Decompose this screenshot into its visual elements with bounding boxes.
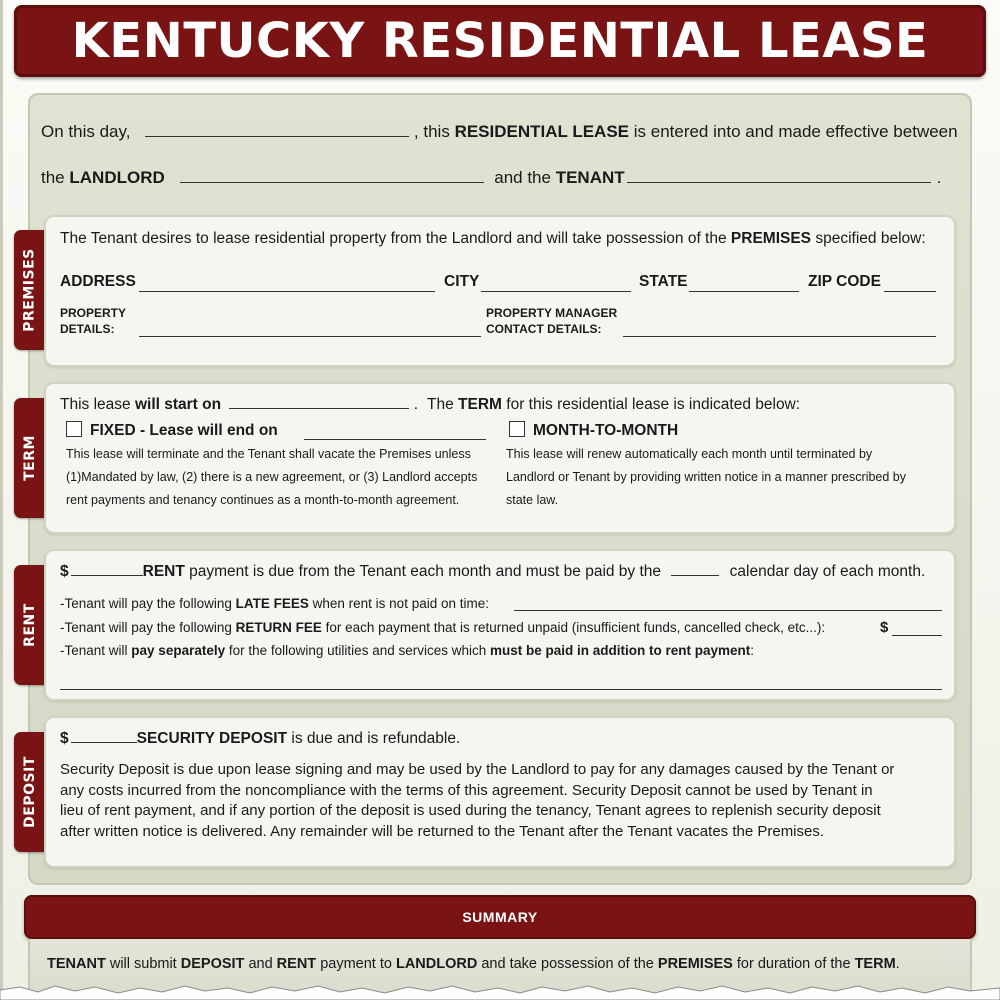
- return-fee-dollar-sign: $: [880, 619, 889, 636]
- document-title: KENTUCKY RESIDENTIAL LEASE: [71, 13, 929, 69]
- start-date-field[interactable]: [229, 408, 409, 409]
- tenant-label: TENANT: [555, 168, 625, 187]
- intro-text: is entered into and made effective between: [633, 122, 958, 141]
- colon: :: [750, 643, 755, 658]
- summary-header-label: SUMMARY: [462, 909, 538, 925]
- deposit-tab-label: DEPOSIT: [22, 756, 39, 828]
- summary-statement: [47, 956, 900, 972]
- city-label: CITY: [444, 273, 480, 290]
- city-field[interactable]: [481, 291, 631, 292]
- rent-amount-line: [60, 563, 925, 581]
- intro-text: and the: [494, 168, 551, 187]
- term-text: This lease: [60, 396, 131, 413]
- deposit-text: is due and is refundable.: [291, 730, 461, 747]
- rent-due-day-field[interactable]: [671, 575, 719, 576]
- late-fees-line: [60, 596, 489, 611]
- rent-text: -Tenant will: [60, 643, 128, 658]
- intro-text: On this day,: [41, 122, 131, 141]
- property-details-field[interactable]: [139, 336, 481, 337]
- rent-label: RENT: [142, 563, 185, 580]
- rent-text: -Tenant will pay the following: [60, 596, 232, 611]
- summary-bold: TENANT: [47, 956, 106, 972]
- premises-description: [60, 230, 926, 248]
- summary-bold: RENT: [276, 956, 317, 972]
- intro-line-2: [41, 168, 941, 188]
- deposit-terms-line: lieu of rent payment, and if any portion of the deposit is used during the tenancy, Tenant agrees to replenish security deposit: [60, 802, 881, 819]
- intro-text: , this: [413, 122, 450, 141]
- premises-label: PREMISES: [730, 230, 812, 247]
- premises-tab: [14, 230, 46, 350]
- summary-bold: LANDLORD: [395, 956, 478, 972]
- fixed-desc-line: This lease will terminate and the Tenant shall vacate the Premises unless: [66, 447, 471, 461]
- dollar-sign: $: [60, 563, 69, 580]
- rent-text: when rent is not paid on time:: [312, 596, 489, 611]
- date-field[interactable]: [145, 136, 409, 137]
- month-to-month-description: [506, 443, 906, 512]
- will-start-on-label: will start on: [134, 396, 222, 413]
- summary-text: payment to: [320, 956, 392, 972]
- period: .: [895, 956, 900, 972]
- rent-text: for each payment that is returned unpaid (insufficient funds, cancelled check, etc...):: [325, 620, 826, 635]
- property-details-label-line: DETAILS:: [60, 322, 115, 336]
- intro-line-1: [41, 122, 958, 142]
- premises-tab-label: PREMISES: [22, 248, 39, 332]
- return-fee-line: [60, 620, 825, 635]
- month-to-month-checkbox[interactable]: [509, 421, 525, 437]
- property-manager-label: [486, 305, 617, 337]
- month-to-month-label: MONTH-TO-MONTH: [533, 422, 679, 439]
- security-deposit-label: SECURITY DEPOSIT: [136, 730, 288, 747]
- summary-text: and take possession of the: [481, 956, 654, 972]
- period: .: [936, 168, 942, 187]
- start-date-line: [60, 396, 418, 414]
- term-section: [44, 382, 956, 534]
- deposit-terms-line: Security Deposit is due upon lease signing and may be used by the Landlord to pay for any damages caused by the Tenant or: [60, 761, 895, 778]
- mtm-desc-line: state law.: [506, 493, 559, 507]
- deposit-terms-paragraph: [60, 760, 894, 842]
- deposit-terms-line: after written notice is delivered. Any remainder will be returned to the Tenant after the Tenant vacates the Premises.: [60, 822, 825, 840]
- property-manager-label-line: PROPERTY MANAGER: [486, 306, 618, 320]
- security-deposit-field[interactable]: [71, 742, 137, 743]
- zip-code-field[interactable]: [884, 291, 936, 292]
- fixed-desc-line: rent payments and tenancy continues as a month-to-month agreement.: [66, 493, 460, 507]
- return-fee-field[interactable]: [892, 635, 942, 636]
- pay-separately-label: pay separately: [131, 643, 226, 658]
- state-label: STATE: [639, 273, 688, 290]
- property-manager-field[interactable]: [623, 336, 936, 337]
- rent-text: for the following utilities and services which: [228, 643, 487, 658]
- property-details-label: [60, 305, 126, 337]
- utilities-line: [60, 643, 754, 658]
- premises-section: [44, 215, 956, 367]
- term-tab: [14, 398, 46, 518]
- return-fee-label: RETURN FEE: [235, 620, 322, 635]
- rent-tab-label: RENT: [22, 603, 38, 647]
- rent-tab: [14, 565, 46, 685]
- property-details-label-line: PROPERTY: [60, 306, 127, 320]
- term-label: TERM: [458, 396, 502, 413]
- property-manager-label-line: CONTACT DETAILS:: [486, 322, 602, 336]
- late-fees-field[interactable]: [514, 610, 942, 611]
- landlord-label: LANDLORD: [69, 168, 165, 187]
- premises-desc-text: specified below:: [815, 230, 926, 247]
- fixed-label: FIXED - Lease will end on: [90, 422, 278, 439]
- mtm-desc-line: This lease will renew automatically each month until terminated by: [506, 447, 873, 461]
- rent-text: calendar day of each month.: [729, 563, 926, 580]
- summary-text: for duration of the: [736, 956, 851, 972]
- summary-text: will submit: [109, 956, 177, 972]
- fixed-checkbox[interactable]: [66, 421, 82, 437]
- fixed-desc-line: (1)Mandated by law, (2) there is a new agreement, or (3) Landlord accepts: [66, 470, 478, 484]
- fixed-description: [66, 443, 477, 512]
- deposit-tab: [14, 732, 46, 852]
- tenant-name-field[interactable]: [627, 182, 931, 183]
- term-text: The: [427, 396, 454, 413]
- address-label: ADDRESS: [60, 273, 136, 290]
- mtm-desc-line: Landlord or Tenant by providing written notice in a manner prescribed by: [506, 470, 906, 484]
- address-field[interactable]: [139, 291, 435, 292]
- utilities-field[interactable]: [60, 689, 942, 690]
- zip-code-label: ZIP CODE: [808, 273, 881, 290]
- landlord-name-field[interactable]: [180, 182, 484, 183]
- term-text: for this residential lease is indicated below:: [506, 396, 801, 413]
- rent-text: payment is due from the Tenant each month and must be paid by the: [189, 563, 662, 580]
- summary-bold: TERM: [854, 956, 896, 972]
- additional-payment-label: must be paid in addition to rent payment: [490, 643, 751, 658]
- deposit-terms-line: any costs incurred from the noncompliance with the terms of this agreement. Security Deposit cannot be used by Tenant in: [60, 781, 873, 799]
- state-field[interactable]: [689, 291, 799, 292]
- summary-bold: PREMISES: [657, 956, 733, 972]
- rent-section: [44, 549, 956, 701]
- intro-text: the: [41, 168, 65, 187]
- rent-text: -Tenant will pay the following: [60, 620, 232, 635]
- title-banner: [14, 5, 986, 77]
- period: .: [413, 396, 419, 413]
- fixed-option: [66, 421, 278, 440]
- summary-bold: DEPOSIT: [180, 956, 245, 972]
- end-date-field[interactable]: [304, 439, 486, 440]
- month-to-month-option: [509, 421, 678, 440]
- summary-header: [24, 895, 976, 939]
- deposit-section: [44, 716, 956, 868]
- late-fees-label: LATE FEES: [235, 596, 309, 611]
- security-deposit-line: [60, 730, 460, 748]
- term-indicator-line: [427, 396, 800, 414]
- premises-desc-text: The Tenant desires to lease residential property from the Landlord and will take possession of the: [60, 230, 727, 247]
- rent-amount-field[interactable]: [71, 575, 143, 576]
- dollar-sign: $: [60, 730, 69, 747]
- torn-edge-decoration: [0, 982, 1000, 1000]
- term-tab-label: TERM: [22, 435, 39, 481]
- summary-text: and: [248, 956, 273, 972]
- residential-lease-label: RESIDENTIAL LEASE: [454, 122, 629, 141]
